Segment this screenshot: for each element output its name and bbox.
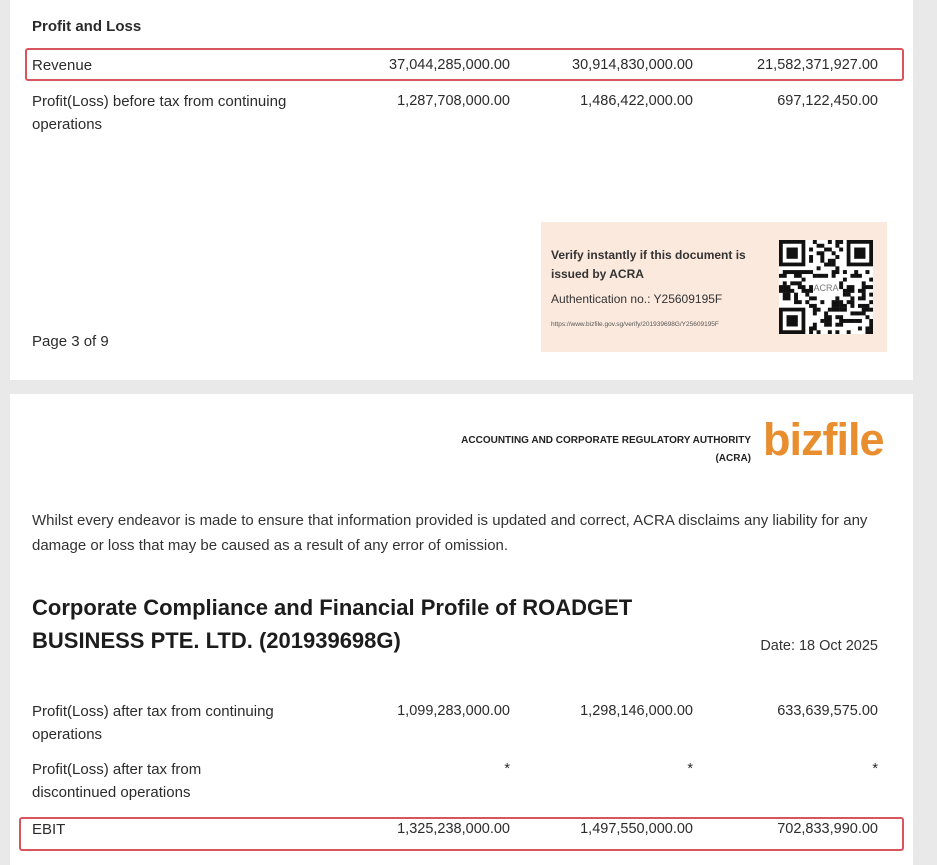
bizfile-logo: bizfile <box>763 414 884 465</box>
qr-center-label: ACRA <box>813 283 839 293</box>
value-cell: 1,497,550,000.00 <box>580 821 693 837</box>
row-label: Profit(Loss) after tax from continuing operations <box>32 703 274 743</box>
value-cell: 1,325,238,000.00 <box>397 821 510 837</box>
value-cell: 21,582,371,927.00 <box>757 57 878 73</box>
value-cell: 1,298,146,000.00 <box>580 703 693 719</box>
authority-name <box>331 432 751 468</box>
verification-box <box>541 222 887 352</box>
value-cell: 1,486,422,000.00 <box>580 93 693 109</box>
qr-code[interactable] <box>779 240 873 334</box>
value-cell: 633,639,575.00 <box>777 703 878 719</box>
section-title: Profit and Loss <box>32 18 142 35</box>
qr-code-icon <box>779 240 873 334</box>
row-label: Profit(Loss) before tax from continuing operations <box>32 93 287 133</box>
value-cell: 702,833,990.00 <box>777 821 878 837</box>
verify-heading: Verify instantly if this document is issued by ACRA <box>551 248 746 281</box>
row-label: EBIT <box>32 821 66 838</box>
value-cell: 1,287,708,000.00 <box>397 93 510 109</box>
document-page-3 <box>10 0 913 380</box>
page-number: Page 3 of 9 <box>32 333 109 350</box>
value-cell: * <box>504 761 510 777</box>
value-cell: 697,122,450.00 <box>777 93 878 109</box>
document-date: Date: 18 Oct 2025 <box>760 638 878 654</box>
authentication-number: Authentication no.: Y25609195F <box>551 292 723 306</box>
value-cell: 37,044,285,000.00 <box>389 57 510 73</box>
value-cell: 30,914,830,000.00 <box>572 57 693 73</box>
value-cell: 1,099,283,000.00 <box>397 703 510 719</box>
disclaimer-text: Whilst every endeavor is made to ensure that information provided is updated and correct, ACRA disclaims any liability for any damage or loss that may be caused as a result of any error of omission. <box>32 512 868 554</box>
row-label: Profit(Loss) after tax from discontinued operations <box>32 761 202 801</box>
document-page-4 <box>10 394 913 865</box>
authority-line-1: ACCOUNTING AND CORPORATE REGULATORY AUTHORITY <box>461 435 751 446</box>
row-label: Revenue <box>32 57 93 74</box>
value-cell: * <box>687 761 693 777</box>
value-cell: * <box>872 761 878 777</box>
page-title: Corporate Compliance and Financial Profile of ROADGET BUSINESS PTE. LTD. (201939698G) <box>32 595 633 653</box>
verify-url[interactable]: https://www.bizfile.gov.sg/verify/201939698G/Y25609195F <box>551 321 719 328</box>
authority-line-2: (ACRA) <box>715 453 751 464</box>
